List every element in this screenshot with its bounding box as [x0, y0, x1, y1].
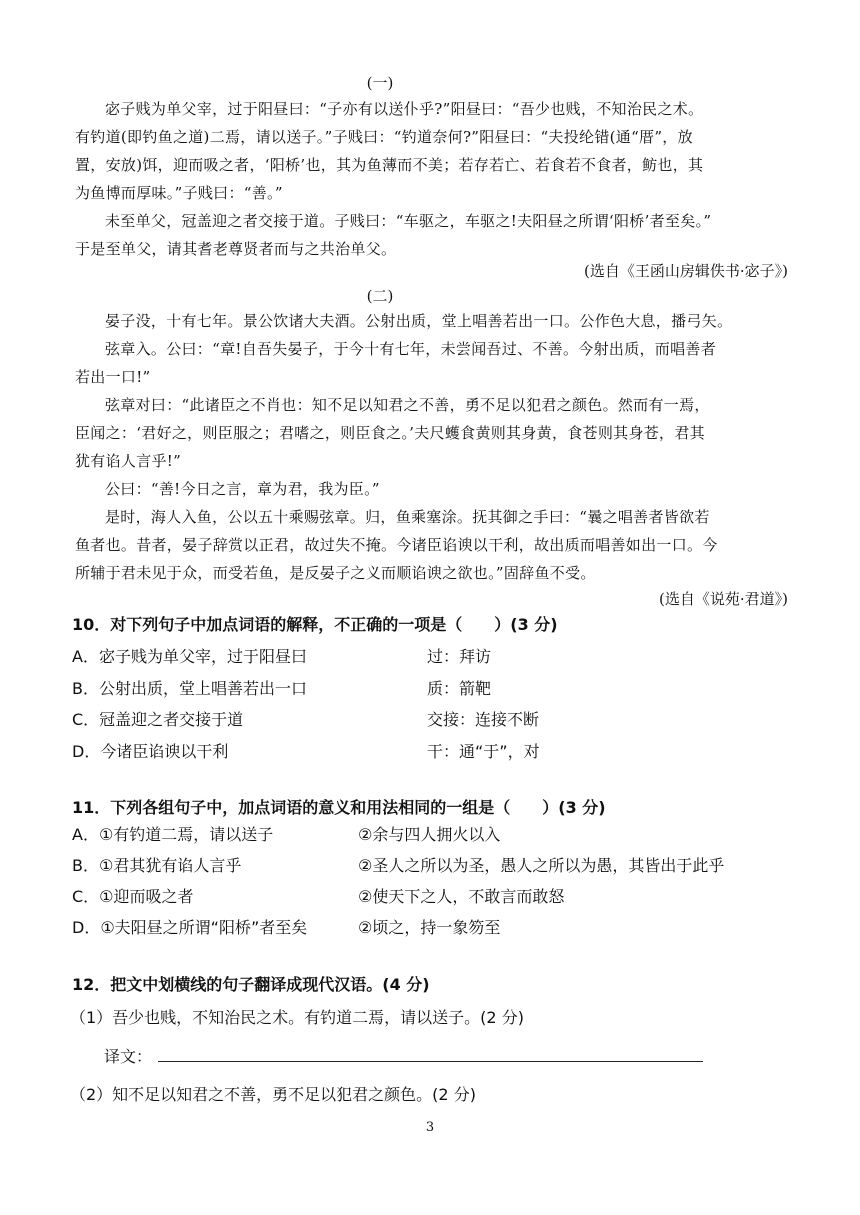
- question-11-title: 11．下列各组句子中，加点词语的意义和用法相同的一组是（ ）(3 分): [72, 798, 606, 817]
- passage-2-line: 晏子没，十有七年。景公饮诸大夫酒。公射出质，堂上唱善若出一口。公作色大息，播弓矢。: [105, 312, 733, 330]
- passage-1-source: (选自《王函山房辑佚书·宓子》): [584, 262, 788, 280]
- passage-2-source: (选自《说苑·君道》): [659, 590, 788, 608]
- question-12-item-1: （1）吾少也贱，不知治民之术。有钓道二焉，请以送子。(2 分): [70, 1008, 524, 1027]
- question-11-option-first: A．①有钓道二焉，请以送子: [72, 825, 274, 844]
- answer-line[interactable]: [158, 1061, 703, 1062]
- passage-1-line: 于是至单父，请其耆老尊贤者而与之共治单父。: [75, 240, 397, 258]
- passage-1-line: 未至单父，冠盖迎之者交接于道。子贱曰：“车驱之，车驱之!夫阳昼之所谓‘阳桥’者至矣。”: [105, 212, 712, 230]
- question-10-option-gloss: 交接：连接不断: [427, 710, 540, 729]
- passage-2-line: 若出一口!”: [75, 368, 151, 386]
- question-11-option-first: C．①迎而吸之者: [72, 887, 194, 906]
- passage-1-line: 宓子贱为单父宰，过于阳昼曰：“子亦有以送仆乎?”阳昼曰：“吾少也贱，不知治民之术。: [105, 100, 704, 118]
- question-12-item-2: （2）知不足以知君之不善，勇不足以犯君之颜色。(2 分): [70, 1085, 476, 1104]
- answer-label: 译文：: [104, 1047, 153, 1066]
- question-10-option-gloss: 质：箭靶: [427, 679, 492, 698]
- passage-1-line: 为鱼博而厚味。”子贱曰：“善。”: [75, 184, 283, 202]
- question-11-option-second: ②余与四人拥火以入: [358, 825, 501, 844]
- question-10-title: 10．对下列句子中加点词语的解释，不正确的一项是（ ）(3 分): [72, 615, 558, 634]
- question-11-option-first: B．①君其犹有谄人言乎: [72, 856, 242, 875]
- passage-2-line: 所辅于君未见于众，而受若鱼，是反晏子之义而顺谄谀之欲也。”固辞鱼不受。: [75, 564, 596, 582]
- question-10-option-sentence: C．冠盖迎之者交接于道: [72, 710, 244, 729]
- passage-2-label: (二): [366, 287, 394, 305]
- question-10-option-gloss: 过：拜访: [427, 647, 492, 666]
- question-10-option-sentence: B．公射出质，堂上唱善若出一口: [72, 679, 307, 698]
- question-10-option-sentence: D．今诸臣谄谀以干利: [72, 742, 229, 761]
- page-number: 3: [425, 1120, 435, 1135]
- passage-1-line: 有钓道(即钓鱼之道)二焉，请以送子。”子贱曰：“钓道奈何?”阳昼曰：“夫投纶错(通“厝”，放: [75, 128, 693, 146]
- question-11-option-first: D．①夫阳昼之所谓“阳桥”者至矣: [72, 918, 308, 937]
- passage-1-line: 置，安放)饵，迎而吸之者，‘阳桥’也，其为鱼薄而不美；若存若亡、若食若不食者，鲂也，其: [75, 156, 704, 174]
- passage-2-line: 臣闻之：‘君好之，则臣服之；君嗜之，则臣食之。’夫尺蠖食黄则其身黄，食苍则其身苍，君其: [75, 424, 705, 442]
- question-11-option-second: ②顷之，持一象笏至: [358, 918, 501, 937]
- passage-2-line: 公曰：“善!今日之言，章为君，我为臣。”: [105, 480, 380, 498]
- passage-2-line: 鱼者也。昔者，晏子辞赏以正君，故过失不掩。今诸臣谄谀以干利，故出质而唱善如出一口。今: [75, 536, 718, 554]
- passage-2-line: 弦章入。公曰：“章!自吾失晏子，于今十有七年，未尝闻吾过、不善。今射出质，而唱善者: [105, 340, 716, 358]
- question-11-option-second: ②使天下之人，不敢言而敢怒: [358, 887, 565, 906]
- passage-2-line: 犹有谄人言乎!”: [75, 452, 182, 470]
- question-10-option-gloss: 干：通“于”，对: [427, 742, 540, 761]
- question-10-option-sentence: A．宓子贱为单父宰，过于阳昼曰: [72, 647, 307, 666]
- passage-2-line: 弦章对曰：“此诸臣之不肖也：知不足以知君之不善，勇不足以犯君之颜色。然而有一焉，: [105, 396, 710, 414]
- passage-1-label: (一): [366, 74, 394, 92]
- passage-2-line: 是时，海人入鱼，公以五十乘赐弦章。归，鱼乘塞涂。抚其御之手曰：“曩之唱善者皆欲若: [105, 508, 710, 526]
- question-12-title: 12．把文中划横线的句子翻译成现代汉语。(4 分): [72, 975, 430, 994]
- question-11-option-second: ②圣人之所以为圣，愚人之所以为愚，其皆出于此乎: [358, 856, 725, 875]
